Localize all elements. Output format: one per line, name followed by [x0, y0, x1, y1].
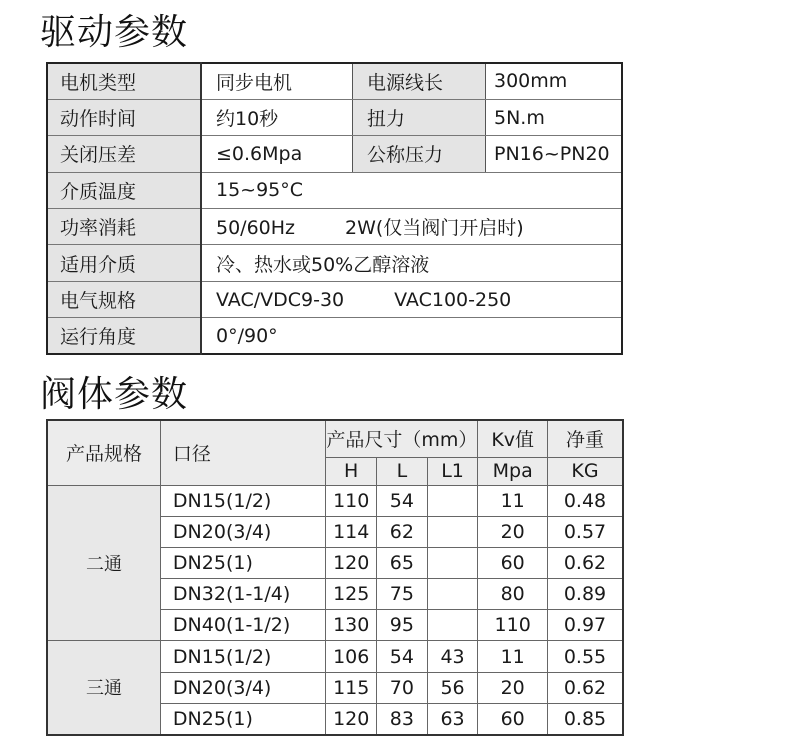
- table-row: [47, 136, 622, 172]
- l1-cell: [427, 547, 478, 578]
- h-cell: 115: [326, 672, 377, 703]
- weight-cell: 0.62: [547, 547, 623, 578]
- weight-cell: 0.57: [547, 516, 623, 547]
- bore-cell: DN15(1/2): [160, 485, 325, 516]
- l-cell: 62: [377, 516, 428, 547]
- l-header: L: [377, 457, 428, 485]
- h-cell: 120: [326, 703, 377, 734]
- l-cell: 54: [377, 641, 428, 672]
- drive-parameters-heading: 驱动参数: [40, 12, 189, 53]
- weight-cell: 0.85: [547, 703, 623, 734]
- h-cell: 106: [326, 641, 377, 672]
- group-label: 三通: [47, 641, 160, 735]
- weight-cell: 0.89: [547, 579, 623, 610]
- l-cell: 75: [377, 579, 428, 610]
- torque-value: 5N.m: [486, 99, 623, 135]
- operating-angle-value: 0°/90°: [216, 324, 278, 347]
- bore-cell: DN25(1): [160, 703, 325, 734]
- valve-parameters-heading: 阀体参数: [40, 374, 189, 415]
- bore-cell: DN40(1-1/2): [160, 610, 325, 641]
- applicable-medium-label: 适用介质: [47, 245, 201, 281]
- torque-label: 扭力: [353, 99, 486, 135]
- nominal-pressure-value: PN16~PN20: [486, 136, 623, 172]
- l1-cell: [427, 579, 478, 610]
- l-cell: 65: [377, 547, 428, 578]
- l-cell: 70: [377, 672, 428, 703]
- l1-cell: 43: [427, 641, 478, 672]
- h-cell: 130: [326, 610, 377, 641]
- table-row: [47, 281, 622, 317]
- group-label: 二通: [47, 485, 160, 641]
- weight-unit-header: KG: [547, 457, 623, 485]
- bore-header: 口径: [160, 420, 325, 485]
- weight-cell: 0.48: [547, 485, 623, 516]
- h-cell: 125: [326, 579, 377, 610]
- valve-parameters-table: [46, 419, 624, 736]
- h-cell: 120: [326, 547, 377, 578]
- medium-temperature-value: 15~95°C: [201, 172, 622, 208]
- weight-cell: 0.55: [547, 641, 623, 672]
- close-pressure-diff-label: 关闭压差: [47, 136, 201, 172]
- cable-length-label: 电源线长: [353, 63, 486, 99]
- kv-unit-header: Mpa: [478, 457, 548, 485]
- kv-cell: 110: [478, 610, 548, 641]
- close-pressure-diff-value: ≤0.6Mpa: [201, 136, 353, 172]
- weight-cell: 0.62: [547, 672, 623, 703]
- motor-type-value: 同步电机: [201, 63, 353, 99]
- l-cell: 95: [377, 610, 428, 641]
- l-cell: 83: [377, 703, 428, 734]
- table-row: [47, 63, 622, 99]
- table-row: [47, 641, 623, 672]
- size-header: 产品尺寸（mm）: [326, 420, 478, 457]
- l1-cell: [427, 485, 478, 516]
- operating-angle-label: 运行角度: [47, 318, 201, 354]
- electrical-spec-label: 电气规格: [47, 281, 201, 317]
- action-time-label: 动作时间: [47, 99, 201, 135]
- bore-cell: DN32(1-1/4): [160, 579, 325, 610]
- bore-cell: DN20(3/4): [160, 672, 325, 703]
- kv-header: Kv值: [478, 420, 548, 457]
- weight-header: 净重: [547, 420, 623, 457]
- drive-parameters-table: [46, 62, 623, 355]
- h-cell: 114: [326, 516, 377, 547]
- l-cell: 54: [377, 485, 428, 516]
- bore-cell: DN25(1): [160, 547, 325, 578]
- l1-header: L1: [427, 457, 478, 485]
- kv-cell: 20: [478, 672, 548, 703]
- l1-cell: 63: [427, 703, 478, 734]
- applicable-medium-value: 冷、热水或50%乙醇溶液: [201, 245, 622, 281]
- weight-cell: 0.97: [547, 610, 623, 641]
- header-row: [47, 420, 623, 457]
- nominal-pressure-label: 公称压力: [353, 136, 486, 172]
- kv-cell: 60: [478, 547, 548, 578]
- cable-length-value: 300mm: [486, 63, 623, 99]
- power-consumption-value: 2W(仅当阀门开启时): [345, 217, 524, 240]
- action-time-value: 约10秒: [201, 99, 353, 135]
- table-row: [47, 245, 622, 281]
- table-row: [47, 99, 622, 135]
- h-header: H: [326, 457, 377, 485]
- electrical-spec-dc: VAC/VDC9-30: [216, 288, 345, 311]
- kv-cell: 11: [478, 641, 548, 672]
- table-row: [47, 318, 622, 354]
- power-frequency: 50/60Hz: [216, 217, 296, 240]
- motor-type-label: 电机类型: [47, 63, 201, 99]
- l1-cell: 56: [427, 672, 478, 703]
- kv-cell: 11: [478, 485, 548, 516]
- kv-cell: 80: [478, 579, 548, 610]
- bore-cell: DN20(3/4): [160, 516, 325, 547]
- l1-cell: [427, 516, 478, 547]
- table-row: [47, 485, 623, 516]
- power-consumption-label: 功率消耗: [47, 209, 201, 245]
- h-cell: 110: [326, 485, 377, 516]
- bore-cell: DN15(1/2): [160, 641, 325, 672]
- table-row: [47, 209, 622, 245]
- l1-cell: [427, 610, 478, 641]
- table-row: [47, 172, 622, 208]
- kv-cell: 20: [478, 516, 548, 547]
- electrical-spec-cell: [201, 281, 622, 317]
- power-consumption-cell: [201, 209, 622, 245]
- spec-header: 产品规格: [47, 420, 160, 485]
- kv-cell: 60: [478, 703, 548, 734]
- electrical-spec-ac: VAC100-250: [394, 288, 512, 311]
- medium-temperature-label: 介质温度: [47, 172, 201, 208]
